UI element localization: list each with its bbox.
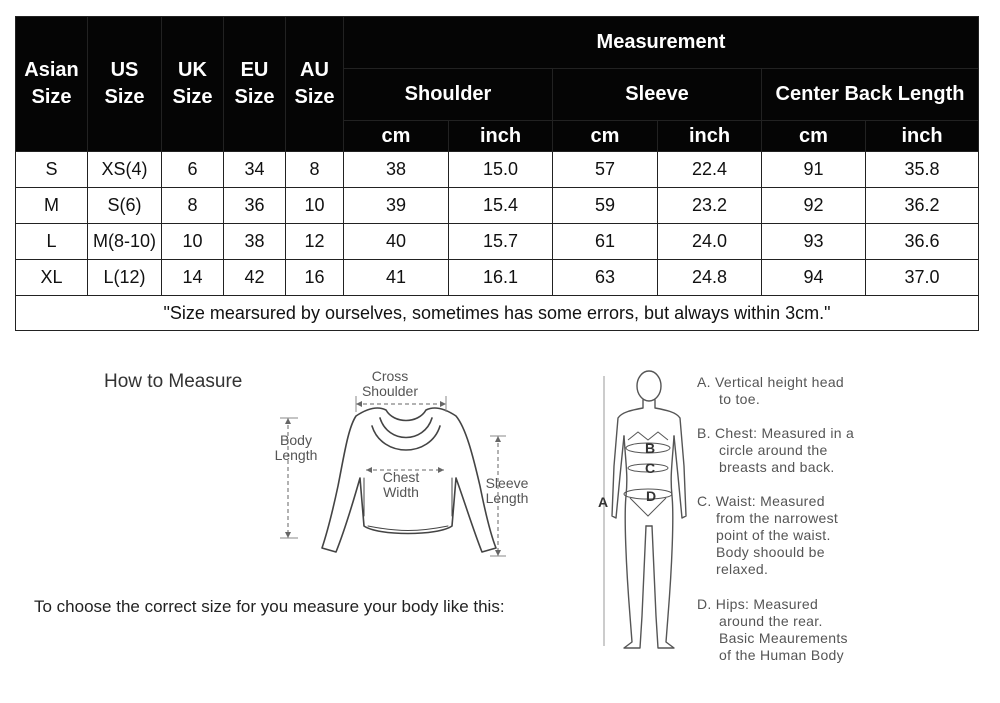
table-cell: 38 (344, 152, 449, 188)
table-cell: 35.8 (866, 152, 979, 188)
table-cell: 34 (224, 152, 286, 188)
table-row (16, 188, 979, 224)
table-cell: 23.2 (658, 188, 762, 224)
header-us-size: US Size (88, 17, 162, 152)
table-cell: 8 (162, 188, 224, 224)
table-cell: L (16, 224, 88, 260)
sleeve-length-label: Sleeve Length (485, 475, 529, 506)
table-cell: 61 (553, 224, 658, 260)
header-uk-size: UK Size (162, 17, 224, 152)
table-cell: M (16, 188, 88, 224)
cross-shoulder-label: Cross Shoulder (361, 368, 419, 399)
table-cell: 59 (553, 188, 658, 224)
table-cell: XL (16, 260, 88, 296)
definition-a: A. Vertical height head to toe. (697, 374, 844, 407)
table-cell: 24.8 (658, 260, 762, 296)
table-cell: 10 (162, 224, 224, 260)
letter-d: D (646, 488, 657, 504)
table-cell: 15.7 (449, 224, 553, 260)
table-cell: 42 (224, 260, 286, 296)
table-cell: 41 (344, 260, 449, 296)
definition-c: C. Waist: Measured from the narrowest point of the waist. Body shoould be relaxed. (697, 493, 839, 577)
letter-a: A (598, 494, 609, 510)
table-cell: 37.0 (866, 260, 979, 296)
header-sleeve: Sleeve (553, 69, 762, 121)
table-cell: 94 (762, 260, 866, 296)
table-cell: L(12) (88, 260, 162, 296)
size-chart-table (15, 16, 979, 331)
header-eu-size: EU Size (224, 17, 286, 152)
definition-d: D. Hips: Measured around the rear. Basic Meaurements of the Human Body (697, 596, 848, 663)
table-cell: M(8-10) (88, 224, 162, 260)
header-shoulder: Shoulder (344, 69, 553, 121)
table-cell: 39 (344, 188, 449, 224)
table-cell: 15.4 (449, 188, 553, 224)
table-cell: 16 (286, 260, 344, 296)
header-unit: inch (866, 121, 979, 152)
table-cell: 63 (553, 260, 658, 296)
body-figure-diagram (596, 366, 696, 656)
table-row (16, 260, 979, 296)
letter-b: B (645, 440, 656, 456)
table-cell: 92 (762, 188, 866, 224)
definition-b: B. Chest: Measured in a circle around the breasts and back. (697, 425, 855, 475)
header-asian-size: Asian Size (16, 17, 88, 152)
header-unit: cm (553, 121, 658, 152)
letter-c: C (645, 460, 656, 476)
table-cell: S(6) (88, 188, 162, 224)
choose-size-instruction: To choose the correct size for you measure your body like this: (34, 597, 505, 616)
header-center-back-length: Center Back Length (762, 69, 979, 121)
header-unit: cm (762, 121, 866, 152)
table-row (16, 152, 979, 188)
body-length-label: Body Length (274, 432, 318, 463)
table-cell: 57 (553, 152, 658, 188)
table-cell: 38 (224, 224, 286, 260)
table-cell: 8 (286, 152, 344, 188)
table-cell: XS(4) (88, 152, 162, 188)
header-measurement: Measurement (344, 17, 979, 69)
measurement-note: "Size mearsured by ourselves, sometimes has some errors, but always within 3cm." (16, 296, 979, 331)
table-cell: 91 (762, 152, 866, 188)
table-cell: 16.1 (449, 260, 553, 296)
header-unit: inch (658, 121, 762, 152)
table-cell: 22.4 (658, 152, 762, 188)
table-cell: 40 (344, 224, 449, 260)
how-to-measure-title: How to Measure (104, 371, 243, 392)
table-cell: 12 (286, 224, 344, 260)
table-cell: S (16, 152, 88, 188)
table-cell: 24.0 (658, 224, 762, 260)
header-au-size: AU Size (286, 17, 344, 152)
header-unit: cm (344, 121, 449, 152)
chest-width-label: Chest Width (382, 469, 420, 500)
table-cell: 36 (224, 188, 286, 224)
table-cell: 93 (762, 224, 866, 260)
table-cell: 6 (162, 152, 224, 188)
header-unit: inch (449, 121, 553, 152)
table-cell: 10 (286, 188, 344, 224)
table-cell: 36.2 (866, 188, 979, 224)
table-cell: 14 (162, 260, 224, 296)
table-cell: 36.6 (866, 224, 979, 260)
table-cell: 15.0 (449, 152, 553, 188)
table-row (16, 224, 979, 260)
